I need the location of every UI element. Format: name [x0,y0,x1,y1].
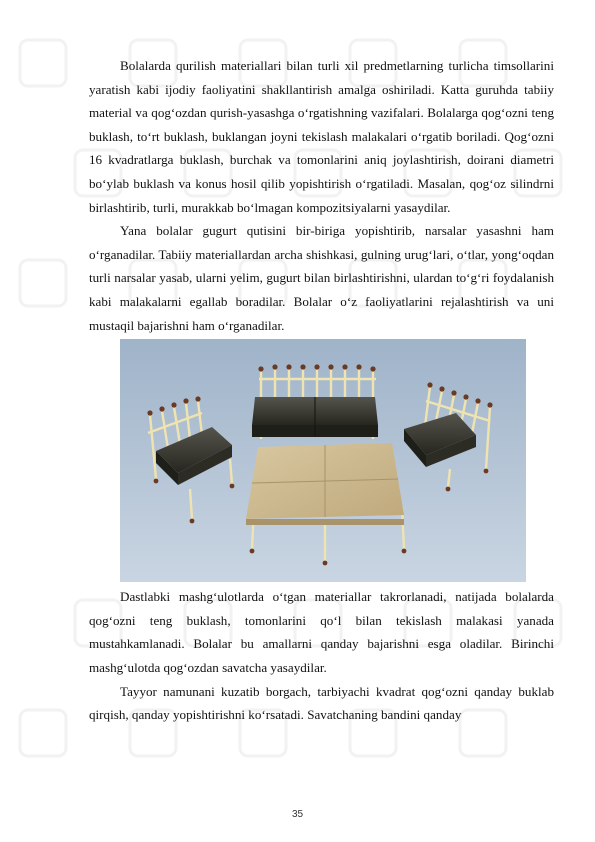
paragraph-1: Bolalarda qurilish materiallari bilan turli xil predmetlarning turlicha timsollarini yaratish kabi ijodiy faoliyatini shakllantirish amalga oshiriladi. Katta guruhda tabiiy material va qog‘ozdan qurish-yasashga o‘rgatishning vazifalari. Bolalarga qog‘ozni teng buklash, to‘rt buklash, buklangan joyni tekislash malakalari o‘rgatib boriladi. Qog‘ozni 16 kvadratlarga buklash, burchak va tomonlarini aniq joylashtirish, doirani diametri bo‘ylab buklash va konus hosil qilib yopishtirish o‘rgatiladi. Masalan, qog‘oz silindrni birlashtirib, turli, murakkab bo‘lmagan kompozitsiyalarni yasaydilar. [89,58,554,215]
paragraph-2: Yana bolalar gugurt qutisini bir-biriga yopishtirib, narsalar yasashni ham o‘rganadilar. Tabiiy materiallardan archa shishkasi, gulning urug‘lari, o‘tlar, yong‘oqdan turli narsalar yasab, ularni yelim, gugurt bilan birlashtirishni, ulardan to‘g‘ri foydalanish kabi malakalarni egallab boradilar. Bolalar o‘z faoliyatlarini rejalashtirish va uni mustaqil bajarishni ham o‘rganadilar. [89,223,554,333]
main-text-column [89,54,554,727]
paragraph-3: Dastlabki mashg‘ulotlarda o‘tgan materiallar takrorlanadi, natijada bolalarda qog‘ozni teng buklash, tomonlarini qo‘l bilan tekislash malakasi yanada mustahkamlanadi. Bolalar bu amallarni qanday bajarishni esga oladilar. Birinchi mashg‘ulotda qog‘ozdan savatcha yasaydilar. [89,589,554,675]
page-number: 35 [291,809,304,820]
matchstick-furniture-photo [120,339,526,582]
paragraph-4: Tayyor namunani kuzatib borgach, tarbiyachi kvadrat qog‘ozni qanday buklab qirqish, qanday yopishtirishni ko‘rsatadi. Savatchaning bandini qanday [89,683,554,723]
